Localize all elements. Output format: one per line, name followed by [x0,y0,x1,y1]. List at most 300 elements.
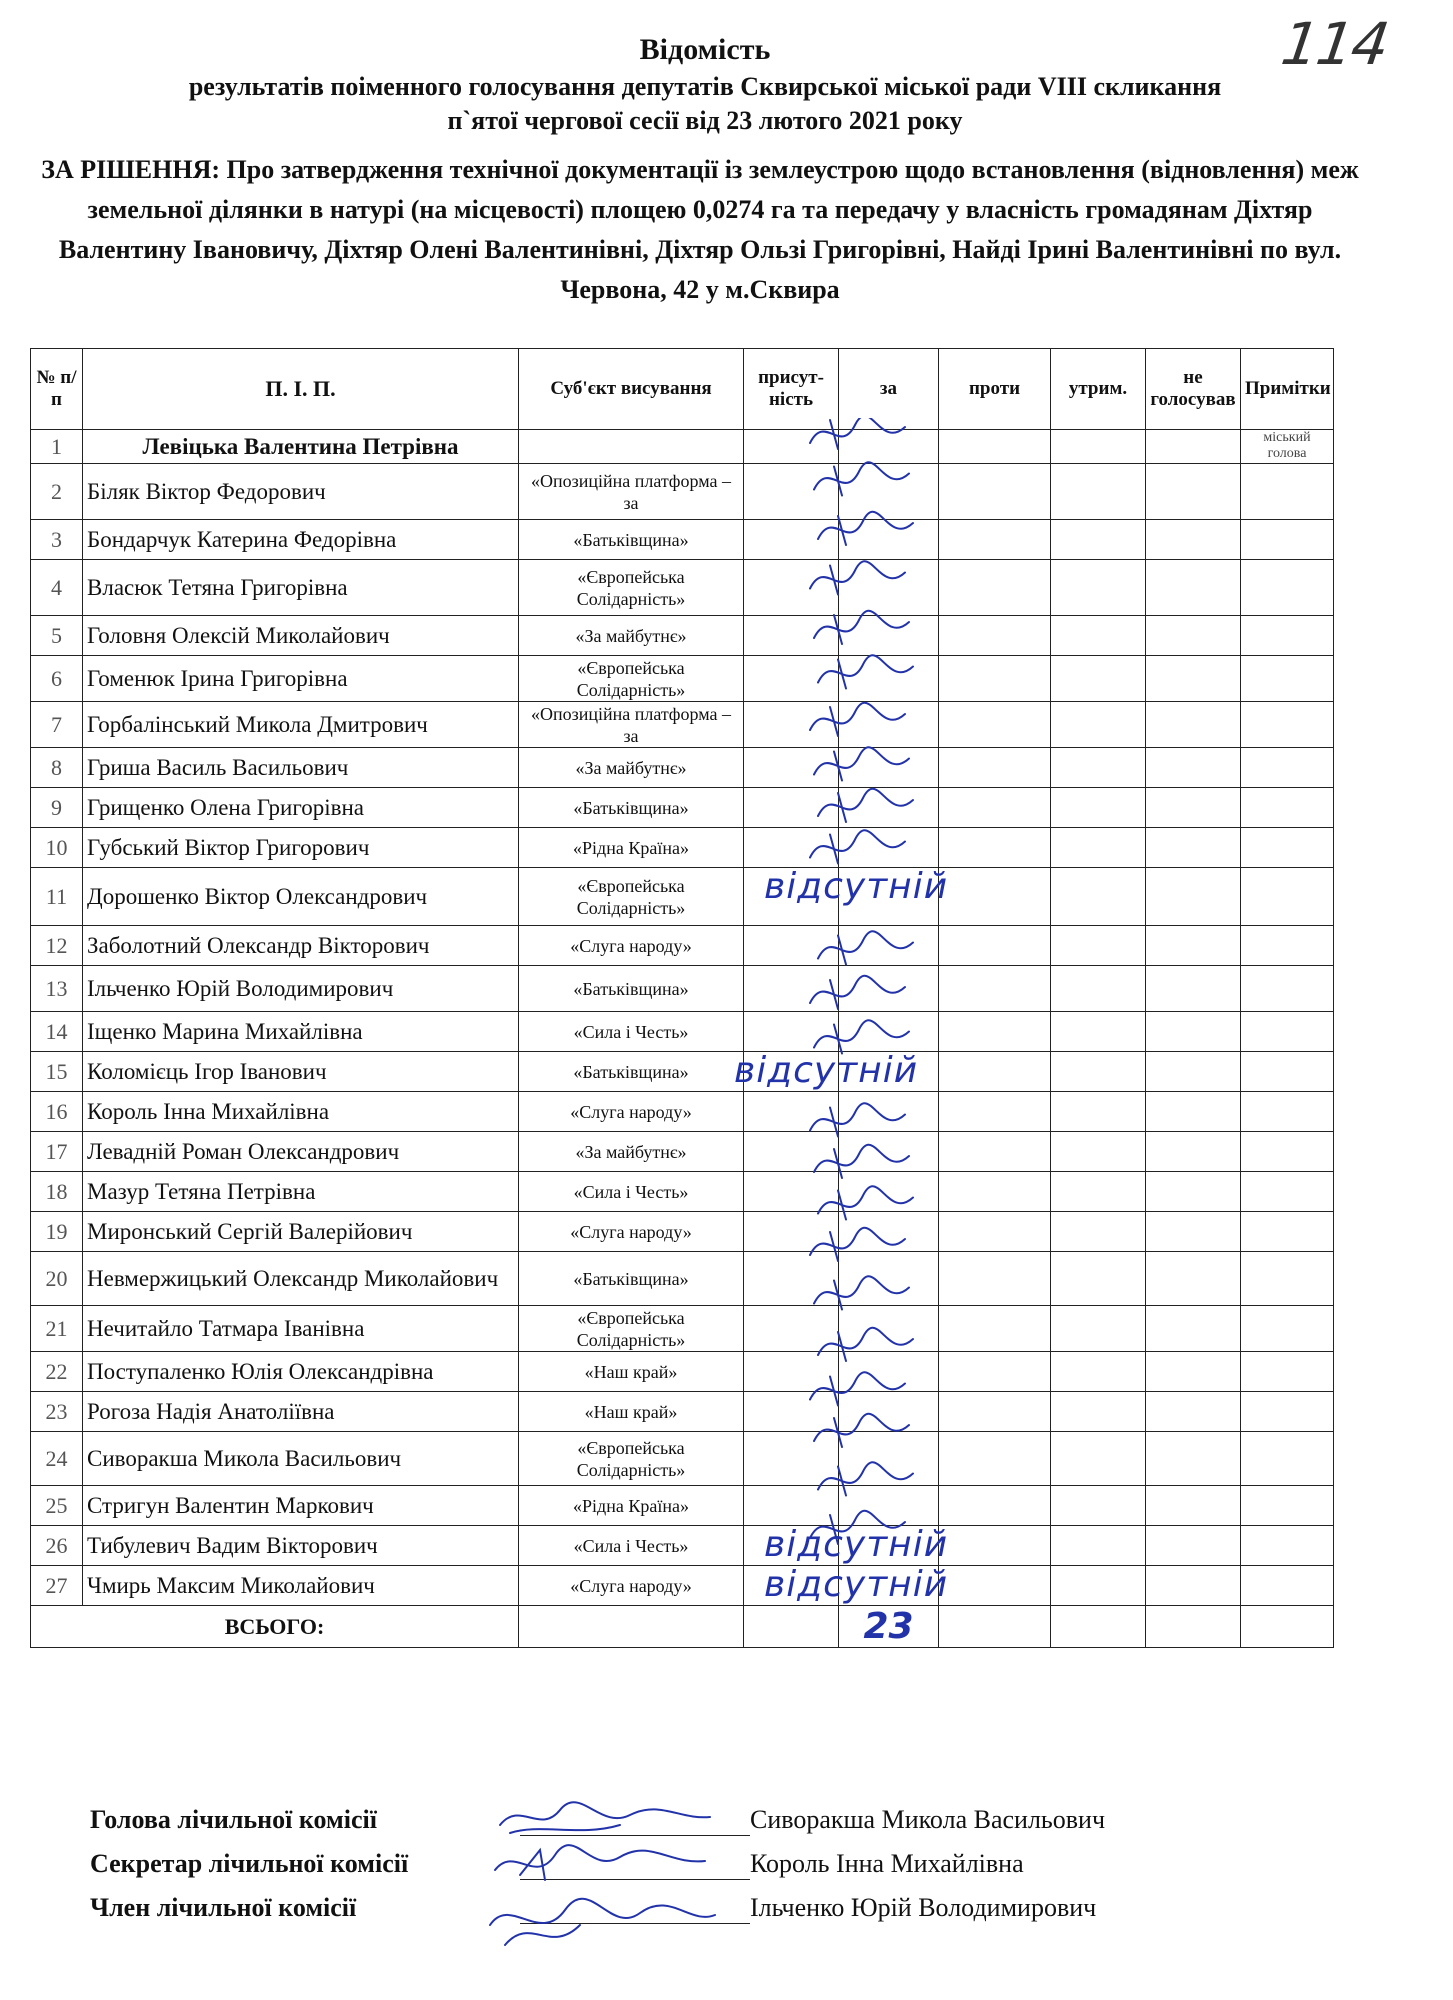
for-cell [839,1352,939,1392]
row-number: 20 [31,1252,83,1306]
commission-person: Король Інна Михайлівна [750,1849,1024,1878]
abstain-cell [1051,1432,1146,1486]
against-cell [939,560,1051,616]
against-cell [939,616,1051,656]
deputy-name: Тибулевич Вадим Вікторович [83,1526,519,1566]
abstain-cell [1051,748,1146,788]
row-number: 13 [31,966,83,1012]
total-abstain-cell [1051,1606,1146,1648]
row-number: 18 [31,1172,83,1212]
document-title: Відомість [639,33,771,66]
for-cell [839,788,939,828]
present-cell [744,1352,839,1392]
present-cell [734,1050,919,1092]
not-voted-cell [1146,656,1241,702]
deputy-party: «Батьківщина» [519,520,744,560]
document-header [40,30,1370,138]
against-cell [939,748,1051,788]
note-cell [1241,656,1334,702]
not-voted-cell [1146,1526,1241,1566]
absent-handwritten-note: відсутній [764,1564,949,1605]
abstain-cell [1051,828,1146,868]
absent-handwritten-note: відсутній [734,1050,919,1091]
for-cell [839,702,939,748]
abstain-cell [1051,702,1146,748]
deputy-party: «Європейська Солідарність» [519,868,744,926]
for-cell [839,926,939,966]
table-row [31,868,1334,926]
deputy-name: Ільченко Юрій Володимирович [83,966,519,1012]
deputy-party: «За майбутнє» [519,1132,744,1172]
deputy-name: Стригун Валентин Маркович [83,1486,519,1526]
total-present-cell [744,1606,839,1648]
for-cell [839,430,939,464]
table-row [31,1566,1334,1606]
against-cell [939,926,1051,966]
table-row [31,828,1334,868]
col-header-abstain: утрим. [1051,349,1146,430]
present-cell [744,1132,839,1172]
total-label: ВСЬОГО: [31,1606,519,1648]
table-row [31,748,1334,788]
for-cell [839,1392,939,1432]
table-row [31,1526,1334,1566]
table-row [31,560,1334,616]
present-cell [744,1392,839,1432]
abstain-cell [1051,1212,1146,1252]
deputy-name: Левадній Роман Олександрович [83,1132,519,1172]
for-cell [839,520,939,560]
abstain-cell [1051,1486,1146,1526]
against-cell [939,1212,1051,1252]
not-voted-cell [1146,1566,1241,1606]
against-cell [939,464,1051,520]
row-number: 26 [31,1526,83,1566]
against-cell [939,966,1051,1012]
present-cell [744,748,839,788]
deputy-name: Поступаленко Юлія Олександрівна [83,1352,519,1392]
row-number: 9 [31,788,83,828]
deputy-name: Бондарчук Катерина Федорівна [83,520,519,560]
not-voted-cell [1146,520,1241,560]
row-number: 12 [31,926,83,966]
abstain-cell [1051,1172,1146,1212]
abstain-cell [1051,430,1146,464]
abstain-cell [1051,1352,1146,1392]
not-voted-cell [1146,1052,1241,1092]
abstain-cell [1051,1052,1146,1092]
against-cell [939,1132,1051,1172]
table-row [31,464,1334,520]
abstain-cell [1051,788,1146,828]
absent-handwritten-note: відсутній [764,866,949,907]
note-cell [1241,748,1334,788]
table-row [31,966,1334,1012]
not-voted-cell [1146,1172,1241,1212]
note-cell [1241,1092,1334,1132]
row-number: 5 [31,616,83,656]
table-row [31,1012,1334,1052]
table-header-row [31,349,1334,430]
total-row [31,1606,1334,1648]
absent-handwritten-note: відсутній [764,1524,949,1565]
deputy-name: Гоменюк Ірина Григорівна [83,656,519,702]
against-cell [939,1092,1051,1132]
for-cell [839,616,939,656]
col-header-not-voted: не голосував [1146,349,1241,430]
deputy-name: Король Інна Михайлівна [83,1092,519,1132]
col-header-number: № п/п [31,349,83,430]
deputy-party: «Слуга народу» [519,926,744,966]
for-cell [839,464,939,520]
not-voted-cell [1146,1092,1241,1132]
row-number: 7 [31,702,83,748]
commission-role: Член лічильної комісії [90,1893,357,1922]
against-cell [939,1566,1051,1606]
present-cell [744,464,839,520]
deputy-name: Губський Віктор Григорович [83,828,519,868]
table-row [31,1132,1334,1172]
present-cell [744,520,839,560]
not-voted-cell [1146,966,1241,1012]
commission-role: Секретар лічильної комісії [90,1849,409,1878]
present-cell [744,1012,839,1052]
row-number: 15 [31,1052,83,1092]
deputy-name: Іщенко Марина Михайлівна [83,1012,519,1052]
table-row [31,520,1334,560]
note-cell [1241,1352,1334,1392]
against-cell [939,1392,1051,1432]
col-header-name: П. І. П. [83,349,519,430]
abstain-cell [1051,656,1146,702]
votes-table-body [31,430,1334,1606]
not-voted-cell [1146,616,1241,656]
deputy-name: Головня Олексій Миколайович [83,616,519,656]
present-cell [744,1564,949,1606]
against-cell [939,1526,1051,1566]
note-cell [1241,616,1334,656]
present-cell [744,656,839,702]
table-row [31,1212,1334,1252]
row-number: 1 [31,430,83,464]
for-cell [839,1432,939,1486]
deputy-party: «Сила і Честь» [519,1172,744,1212]
against-cell [939,788,1051,828]
note-cell [1241,966,1334,1012]
not-voted-cell [1146,926,1241,966]
row-number: 10 [31,828,83,868]
note-cell [1241,1012,1334,1052]
total-against-cell [939,1606,1051,1648]
for-cell [839,966,939,1012]
not-voted-cell [1146,1252,1241,1306]
note-cell [1241,1392,1334,1432]
row-number: 17 [31,1132,83,1172]
note-cell [1241,702,1334,748]
for-cell [839,748,939,788]
present-cell [744,430,839,464]
against-cell [939,1432,1051,1486]
deputy-name: Сиворакша Микола Васильович [83,1432,519,1486]
row-number: 21 [31,1306,83,1352]
not-voted-cell [1146,1212,1241,1252]
deputy-party: «Слуга народу» [519,1212,744,1252]
note-cell [1241,1052,1334,1092]
abstain-cell [1051,1092,1146,1132]
row-number: 24 [31,1432,83,1486]
decision-block [30,150,1370,310]
for-cell [839,1212,939,1252]
not-voted-cell [1146,1432,1241,1486]
deputy-party: «За майбутнє» [519,616,744,656]
against-cell [939,1486,1051,1526]
deputy-party: «Батьківщина» [519,1252,744,1306]
deputy-name: Рогоза Надія Анатоліївна [83,1392,519,1432]
not-voted-cell [1146,868,1241,926]
commission-person: Сиворакша Микола Васильович [750,1805,1106,1834]
document-subtitle-line2: п`ятої чергової сесії від 23 лютого 2021 року [447,106,963,135]
deputy-name: Біляк Віктор Федорович [83,464,519,520]
abstain-cell [1051,560,1146,616]
abstain-cell [1051,1132,1146,1172]
note-cell [1241,1132,1334,1172]
against-cell [939,1172,1051,1212]
abstain-cell [1051,1526,1146,1566]
col-header-for: за [839,349,939,430]
deputy-party: «Рідна Країна» [519,828,744,868]
row-number: 8 [31,748,83,788]
note-cell [1241,1212,1334,1252]
not-voted-cell [1146,1012,1241,1052]
row-number: 27 [31,1566,83,1606]
total-not-voted-cell [1146,1606,1241,1648]
deputy-party: «Батьківщина» [519,966,744,1012]
note-cell [1241,1486,1334,1526]
row-number: 25 [31,1486,83,1526]
note-cell [1241,1432,1334,1486]
deputy-party: «Рідна Країна» [519,1486,744,1526]
col-header-notes: Примітки [1241,349,1334,430]
deputy-party: «Сила і Честь» [519,1526,744,1566]
note-cell [1241,1172,1334,1212]
present-cell [744,788,839,828]
present-cell [744,1524,949,1566]
not-voted-cell [1146,430,1241,464]
deputy-party [519,430,744,464]
for-cell [839,1252,939,1306]
row-number: 3 [31,520,83,560]
present-cell [744,828,839,868]
row-number: 23 [31,1392,83,1432]
row-number: 4 [31,560,83,616]
page-number: 114 [1277,10,1392,78]
abstain-cell [1051,1252,1146,1306]
for-cell [839,1172,939,1212]
against-cell [939,430,1051,464]
col-header-party: Суб'єкт висування [519,349,744,430]
col-header-against: проти [939,349,1051,430]
note-cell [1241,1566,1334,1606]
present-cell [744,926,839,966]
deputy-party: «Опозиційна платформа – за [519,464,744,520]
note-cell [1241,1306,1334,1352]
note-cell [1241,520,1334,560]
abstain-cell [1051,1566,1146,1606]
against-cell [939,1012,1051,1052]
against-cell [939,520,1051,560]
not-voted-cell [1146,702,1241,748]
against-cell [939,828,1051,868]
deputy-name: Коломієць Ігор Іванович [83,1052,519,1092]
commission-role: Голова лічильної комісії [90,1805,377,1834]
document-subtitle-line1: результатів поіменного голосування депутатів Сквирської міської ради VIII скликання [188,72,1222,101]
abstain-cell [1051,868,1146,926]
total-for-cell [839,1606,939,1648]
note-cell [1241,868,1334,926]
deputy-party: «Слуга народу» [519,1092,744,1132]
present-cell [744,1432,839,1486]
present-cell [744,1092,839,1132]
against-cell [939,1306,1051,1352]
col-header-present: присут-ність [744,349,839,430]
total-party-cell [519,1606,744,1648]
deputy-name: Невмержицький Олександр Миколайович [83,1252,519,1306]
deputy-party: «Опозиційна платформа – за [519,702,744,748]
table-row [31,1352,1334,1392]
deputy-party: «Батьківщина» [519,788,744,828]
abstain-cell [1051,520,1146,560]
for-cell [839,560,939,616]
deputy-party: «Слуга народу» [519,1566,744,1606]
against-cell [939,1252,1051,1306]
table-row [31,788,1334,828]
note-cell [1241,1526,1334,1566]
deputy-name: Нечитайло Татмара Іванівна [83,1306,519,1352]
not-voted-cell [1146,788,1241,828]
deputy-name: Горбалінський Микола Дмитрович [83,702,519,748]
row-number: 2 [31,464,83,520]
table-row [31,1052,1334,1092]
deputy-party: «За майбутнє» [519,748,744,788]
table-row [31,702,1334,748]
against-cell [939,702,1051,748]
present-cell [744,866,949,926]
for-cell [839,1092,939,1132]
row-number: 19 [31,1212,83,1252]
not-voted-cell [1146,464,1241,520]
deputy-name: Заболотний Олександр Вікторович [83,926,519,966]
present-cell [744,702,839,748]
abstain-cell [1051,1012,1146,1052]
for-cell [839,656,939,702]
table-row [31,1432,1334,1486]
row-number: 16 [31,1092,83,1132]
deputy-party: «Сила і Честь» [519,1012,744,1052]
note-cell: міський голова [1241,430,1334,464]
commission-handwritten-signatures [480,1795,720,1965]
deputy-name: Миронський Сергій Валерійович [83,1212,519,1252]
for-cell [839,1486,939,1526]
deputy-party: «Наш край» [519,1392,744,1432]
not-voted-cell [1146,560,1241,616]
deputy-party: «Європейська Солідарність» [519,560,744,616]
present-cell [744,616,839,656]
present-cell [744,1212,839,1252]
votes-table [30,348,1334,1648]
against-cell [939,656,1051,702]
not-voted-cell [1146,1132,1241,1172]
deputy-name: Власюк Тетяна Григорівна [83,560,519,616]
deputy-name: Гриша Василь Васильович [83,748,519,788]
total-for-value: 23 [863,1606,914,1647]
against-cell [939,1052,1051,1092]
present-cell [744,966,839,1012]
abstain-cell [1051,926,1146,966]
table-row [31,1486,1334,1526]
not-voted-cell [1146,1352,1241,1392]
abstain-cell [1051,616,1146,656]
not-voted-cell [1146,1392,1241,1432]
table-row [31,1092,1334,1132]
deputy-name: Левіцька Валентина Петрівна [83,430,519,464]
present-cell [744,1486,839,1526]
row-number: 14 [31,1012,83,1052]
note-cell [1241,828,1334,868]
abstain-cell [1051,464,1146,520]
note-cell [1241,464,1334,520]
row-number: 11 [31,868,83,926]
row-number: 6 [31,656,83,702]
against-cell [939,868,1051,926]
present-cell [744,1306,839,1352]
deputy-party: «Європейська Солідарність» [519,1432,744,1486]
abstain-cell [1051,1392,1146,1432]
row-number: 22 [31,1352,83,1392]
abstain-cell [1051,1306,1146,1352]
abstain-cell [1051,966,1146,1012]
table-row [31,1392,1334,1432]
deputy-name: Грищенко Олена Григорівна [83,788,519,828]
for-cell [839,1132,939,1172]
table-row [31,926,1334,966]
deputy-party: «Європейська Солідарність» [519,656,744,702]
table-row [31,616,1334,656]
table-row [31,430,1334,464]
not-voted-cell [1146,828,1241,868]
deputy-name: Чмирь Максим Миколайович [83,1566,519,1606]
note-cell [1241,926,1334,966]
for-cell [839,1012,939,1052]
deputy-party: «Батьківщина» [519,1052,744,1092]
present-cell [744,560,839,616]
note-cell [1241,788,1334,828]
not-voted-cell [1146,1486,1241,1526]
total-notes-cell [1241,1606,1334,1648]
for-cell [839,1306,939,1352]
deputy-name: Мазур Тетяна Петрівна [83,1172,519,1212]
for-cell [839,828,939,868]
present-cell [744,1172,839,1212]
table-row [31,656,1334,702]
note-cell [1241,1252,1334,1306]
table-row [31,1306,1334,1352]
deputy-name: Дорошенко Віктор Олександрович [83,868,519,926]
decision-label: ЗА РІШЕННЯ: [41,155,221,184]
table-row [31,1172,1334,1212]
note-cell [1241,560,1334,616]
deputy-party: «Європейська Солідарність» [519,1306,744,1352]
present-cell [744,1252,839,1306]
